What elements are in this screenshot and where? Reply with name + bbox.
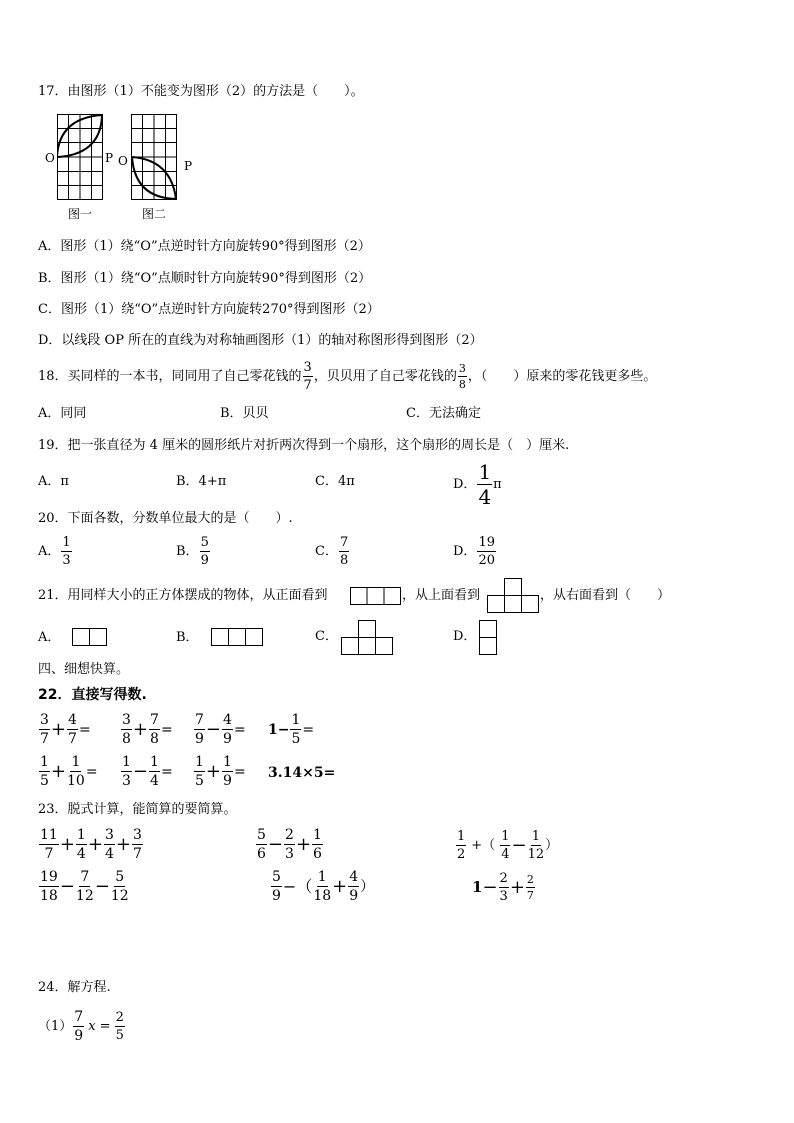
q18-option-a[interactable]: A．同同 xyxy=(38,406,87,421)
q22-item-5: $\frac{1}{5}$ + $\frac{1}{10}$ = xyxy=(40,754,98,789)
q19-option-d-fraction: $\frac{1}{4}$ xyxy=(478,460,492,509)
q24-equation-1: （1） $\frac{7}{9}$ x = $\frac{2}{5}$ xyxy=(38,1009,124,1044)
q17-fig2-point-o: O xyxy=(118,154,128,168)
q23-stem: 23．脱式计算，能简算的要简算。 xyxy=(38,802,237,817)
q22-item-4: 1− $\frac{1}{5}$ = xyxy=(268,712,315,747)
q24-stem: 24．解方程. xyxy=(38,980,111,995)
q17-option-a[interactable]: A．图形（1）绕“O”点逆时针方向旋转90°得到图形（2） xyxy=(38,239,371,254)
q23-expr-2: $\frac{5}{6}$ − $\frac{2}{3}$ + $\frac{1}{6}$ xyxy=(257,827,322,862)
q17-fig2-caption: 图二 xyxy=(142,207,167,221)
q22-item-3: $\frac{7}{9}$ − $\frac{4}{9}$ = xyxy=(195,712,246,747)
q18-option-b[interactable]: B．贝贝 xyxy=(220,406,269,421)
q21-option-b[interactable]: B． xyxy=(176,628,264,646)
q21-part3: ，从右面看到（ ） xyxy=(540,588,671,603)
q21-option-b-shape xyxy=(211,628,264,646)
q17-fig1-point-p: P xyxy=(105,151,114,165)
q21-option-c-shape xyxy=(341,620,393,658)
q22-item-1: $\frac{3}{7}$ + $\frac{4}{7}$ = xyxy=(40,712,91,747)
q17-option-b[interactable]: B．图形（1）绕“O”点顺时针方向旋转90°得到图形（2） xyxy=(38,271,372,286)
q21-option-d-shape xyxy=(479,620,497,658)
q23-expr-6: 1 − $\frac{2}{3}$ + $\frac{2}{7}$ xyxy=(472,871,534,904)
q21-part2: ，从上面看到 xyxy=(402,588,481,603)
q22-item-6: $\frac{1}{3}$ − $\frac{1}{4}$ = xyxy=(122,754,173,789)
q20-stem: 20．下面各数，分数单位最大的是（ ）. xyxy=(38,511,293,526)
q18-stem xyxy=(38,361,656,392)
q17-fig1-caption: 图一 xyxy=(68,207,93,221)
q21-option-a-shape xyxy=(72,628,108,646)
q18-part2: ，贝贝用了自己零花钱的 xyxy=(313,369,457,384)
q23-expr-1: $\frac{11}{7}$ + $\frac{1}{4}$ + $\frac{3}{4}$ + $\frac{3}{7}$ xyxy=(40,827,142,862)
q17-stem: 17．由图形（1）不能变为图形（2）的方法是（ ）。 xyxy=(38,84,364,99)
q20-option-d[interactable]: D． $\frac{19}{20}$ xyxy=(453,535,495,568)
q19-option-c[interactable]: C．4π xyxy=(315,474,355,489)
q18-fraction-1: $\frac{3}{7}$ xyxy=(303,360,312,393)
q17-figure-2 xyxy=(131,114,177,200)
q21-option-d[interactable]: D． xyxy=(453,629,477,644)
q23-expr-3: $\frac{1}{2}$ +（ $\frac{1}{4}$ − $\frac{1}{12}$ ） xyxy=(457,829,559,862)
q17-figure-1 xyxy=(57,114,103,200)
q21-option-a[interactable]: A． xyxy=(38,628,108,646)
q17-fig1-point-o: O xyxy=(45,151,55,165)
q20-option-b[interactable]: B． $\frac{5}{9}$ xyxy=(176,535,209,568)
q17-option-d[interactable]: D．以线段 OP 所在的直线为对称轴画图形（1）的轴对称图形得到图形（2） xyxy=(38,333,483,348)
q18-fraction-2: $\frac{3}{8}$ xyxy=(458,362,466,391)
q21-front-view xyxy=(350,587,401,608)
q19-option-b[interactable]: B．4+π xyxy=(176,474,227,489)
q17-fig2-point-p: P xyxy=(184,159,193,173)
q18-part1: 18．买同样的一本书，同同用了自己零花钱的 xyxy=(38,369,302,384)
q19-stem: 19．把一张直径为 4 厘米的圆形纸片对折两次得到一个扇形，这个扇形的周长是（ ）厘米. xyxy=(38,438,570,453)
section-4-heading: 四、细想快算。 xyxy=(38,662,130,677)
q18-option-c[interactable]: C．无法确定 xyxy=(406,406,481,421)
q22-item-2: $\frac{3}{8}$ + $\frac{7}{8}$ = xyxy=(122,712,173,747)
q19-option-a[interactable]: A．π xyxy=(38,474,69,489)
q21-part1: 21．用同样大小的正方体摆成的物体，从正面看到 xyxy=(38,588,328,603)
q22-stem: 22．直接写得数. xyxy=(38,687,147,703)
q22-item-7: $\frac{1}{5}$ + $\frac{1}{9}$ = xyxy=(195,754,246,789)
q23-expr-5: $\frac{5}{9}$ −（ $\frac{1}{18}$ + $\frac{4}{9}$ ） xyxy=(272,869,375,904)
q18-part3: ，（ ）原来的零花钱更多些。 xyxy=(467,369,657,384)
q21-option-c[interactable]: C． xyxy=(315,629,338,644)
q21-top-view xyxy=(487,578,539,616)
q20-option-c[interactable]: C． $\frac{7}{8}$ xyxy=(315,535,349,568)
q19-option-d[interactable]: D． $\frac{1}{4}$ π xyxy=(453,460,502,509)
q17-option-c[interactable]: C．图形（1）绕“O”点逆时针方向旋转270°得到图形（2） xyxy=(38,302,380,317)
q22-item-8: 3.14×5= xyxy=(268,765,336,781)
q23-expr-4: $\frac{19}{18}$ − $\frac{7}{12}$ − $\frac{5}{12}$ xyxy=(40,869,129,904)
q20-option-a[interactable]: A． $\frac{1}{3}$ xyxy=(38,535,71,568)
